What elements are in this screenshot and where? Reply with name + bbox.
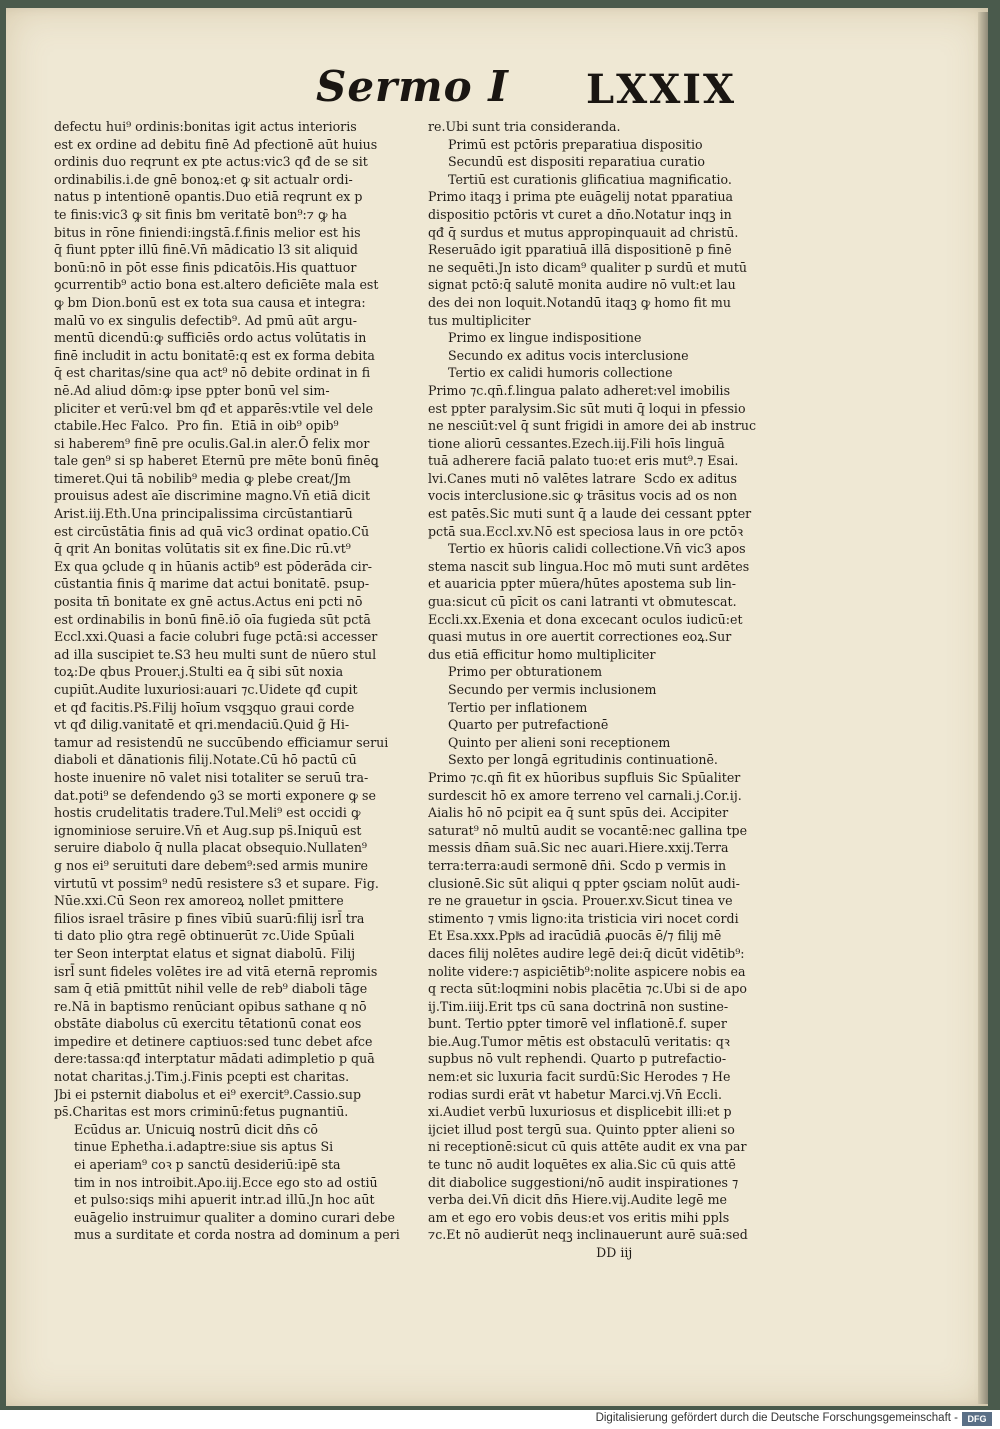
- text-line: ⁊c.Et nō audierūt neqꝫ inclinauerunt aurē suā:sed: [428, 1227, 748, 1243]
- text-line: ꝯcurrentib⁹ actio bona est.altero deficiēte mala est: [54, 277, 379, 293]
- text-line: sam q̄ etiā pmittūt nihil velle de reb⁹ diaboli tāge: [54, 981, 368, 997]
- text-line: Jbi ei psternit diabolus et ei⁹ exercit⁹.Cassio.sup: [54, 1086, 362, 1102]
- text-line: impedire et detinere captiuos:sed tunc debet afce: [54, 1033, 373, 1049]
- text-line: Secundo ex aditus vocis interclusione: [428, 347, 689, 363]
- text-line: defectu hui⁹ ordinis:bonitas igit actus interioris: [54, 119, 357, 134]
- text-line: prouisus adest aīe discrimine magno.Vn̄ etiā dicit: [54, 488, 371, 504]
- text-line: dus etiā efficitur homo multipliciter: [428, 646, 656, 662]
- text-line: Tertio per inflationem: [428, 699, 588, 715]
- text-line: te finis:vic3 ꝙ sit finis bm veritatē bon⁹:⁊ ꝙ ha: [54, 206, 348, 222]
- text-line: bonū:nō in pōt esse finis pdicatōis.His quattuor: [54, 259, 357, 275]
- text-line: ordinabilis.i.de gnē bonoꝝ:et ꝙ sit actualr ordi-: [54, 171, 353, 187]
- text-line: Nūe.xxi.Cū Seon rex amoreoꝝ nollet pmittere: [54, 893, 344, 909]
- text-line: messis dn̄am suā.Sic nec auari.Hiere.xxij.Terra: [428, 840, 729, 856]
- text-line: cūstantia finis q̄ marime dat actui bonitatē. psup-: [54, 576, 370, 592]
- text-line: Eccli.xx.Exenia et dona excecant oculos iudicū:et: [428, 611, 743, 627]
- text-line: nolite videre:⁊ aspiciētib⁹:nolite aspicere nobis ea: [428, 963, 746, 979]
- text-line: ne nesciūt:vel q̄ sunt frigidi in amore dei ab instruc: [428, 418, 757, 434]
- text-line: finē includit in actu bonitatē:q est ex forma debita: [54, 347, 375, 363]
- text-line: ij.Tim.iiij.Erit tps cū sana doctrinā non sustine-: [428, 998, 729, 1014]
- text-line: tus multipliciter: [428, 312, 531, 328]
- text-line: lvi.Canes muti nō valētes latrare Scdo ex aditus: [428, 470, 737, 486]
- text-line: tuā adherere faciā palato tuo:et eris mut⁹.⁊ Esai.: [428, 453, 739, 469]
- text-line: bunt. Tertio ppter timorē vel inflationē.f. super: [428, 1016, 727, 1032]
- text-line: dat.poti⁹ se defendendo ꝯ3 se morti exponere ꝙ se: [54, 787, 376, 803]
- text-line: re.Nā in baptismo renūciant opibus sathane q nō: [54, 998, 367, 1014]
- text-line: ijciet illud post tergū sua. Quinto ppter alieni so: [428, 1121, 735, 1137]
- text-line: Eccl.xxi.Quasi a facie colubri fuge pctā:si accesser: [54, 629, 378, 645]
- text-line: vt qđ dilig.vanitatē et qri.mendaciū.Quid g̃ Hi-: [54, 717, 350, 733]
- text-line: Tertio ex calidi humoris collectione: [428, 365, 673, 381]
- text-line: dit diabolice suggestioni/nō audit inspirationes ⁊: [428, 1174, 739, 1190]
- folio-number: LXXIX: [586, 66, 736, 113]
- text-line: te tunc nō audit loquētes ex alia.Sic cū quis attē: [428, 1157, 736, 1173]
- text-line: Secundū est dispositi reparatiua curatio: [428, 154, 705, 170]
- text-line: Primo ⁊c.qn̄ fit ex hūoribus supfluis Sic Spūaliter: [428, 769, 741, 785]
- left-column: [54, 118, 404, 1244]
- text-line: quasi mutus in ore auertit correctiones eoꝝ.Sur: [428, 629, 732, 645]
- text-line: pliciter et verū:vel bm qđ et apparēs:vtile vel dele: [54, 400, 374, 416]
- text-line: Tertiū est curationis glificatiua magnificatio.: [428, 171, 732, 187]
- text-line: saturat⁹ nō multū audit se vocantē:nec gallina tpe: [428, 822, 748, 838]
- text-line: si haberem⁹ finē pre oculis.Gal.in aler.Ō felix mor: [54, 435, 370, 451]
- text-line: Primo per obturationem: [428, 664, 603, 680]
- text-line: dispositio pctōris vt curet a dn̄o.Notatur inqꝫ in: [428, 206, 732, 222]
- text-line: Quarto per putrefactionē: [428, 717, 609, 733]
- text-line: re.Ubi sunt tria consideranda.: [428, 119, 621, 134]
- text-line: hoste inuenire nō valet nisi totaliter se seruū tra-: [54, 769, 369, 785]
- text-line: Sexto per longā egritudinis continuationē.: [428, 752, 718, 768]
- text-line: Ecūdus ar. Unicuiꝗ nostrū dicit dn̄s cō: [54, 1121, 318, 1137]
- text-line: Reseruādo igit pparatiuā illā dispositionē p finē: [428, 242, 732, 258]
- text-line: ordinis duo reqrunt ex pte actus:vic3 qđ de se sit: [54, 154, 368, 170]
- text-line: Aialis hō nō pcipit ea q̄ sunt spūs dei. Accipiter: [428, 805, 729, 821]
- page-edge: [978, 12, 988, 1404]
- text-line: isrl̄ sunt fideles volētes ire ad vitā eternā repromis: [54, 963, 378, 979]
- text-line: euāgelio instruimur qualiter a domino curari debe: [54, 1209, 396, 1225]
- text-line: signat pctō:q̄ salutē monita audire nō vult:et lau: [428, 277, 736, 293]
- dfg-logo: DFG: [962, 1412, 992, 1426]
- text-line: nem:et sic luxuria facit surdū:Sic Herodes ⁊ He: [428, 1069, 731, 1085]
- text-line: posita tn̄ bonitate ex gnē actus.Actus eni pcti nō: [54, 594, 363, 610]
- text-line: cupiūt.Audite luxuriosi:auari ⁊c.Uidete qđ cupit: [54, 682, 358, 697]
- text-line: am et ego ero vobis deus:et vos eritis mihi ppls: [428, 1209, 730, 1225]
- text-line: est patēs.Sic muti sunt q̄ a laude dei cessant ppter: [428, 506, 752, 522]
- text-line: et auaricia ppter mūera/hūtes apostema sub lin-: [428, 576, 737, 592]
- text-line: hostis crudelitatis tradere.Tul.Meli⁹ est occidi ꝙ: [54, 805, 361, 821]
- text-line: notat charitas.j.Tim.j.Finis pcepti est charitas.: [54, 1069, 350, 1085]
- text-line: ti dato plio ꝯtra regē obtinuerūt ⁊c.Uide Spūali: [54, 928, 355, 944]
- text-line: Quinto per alieni soni receptionem: [428, 734, 671, 750]
- text-line: Primū est pctōris preparatiua dispositio: [428, 136, 703, 152]
- text-line: ei aperiam⁹ coꝛ p sanctū desideriū:ipē sta: [54, 1157, 341, 1173]
- funding-notice: Digitalisierung gefördert durch die Deutsche Forschungsgemeinschaft -: [595, 1412, 958, 1424]
- text-line: Primo ⁊c.qn̄.f.lingua palato adheret:vel imobilis: [428, 382, 731, 398]
- text-line: dere:tassa:qđ interptatur mādati adimpletio p quā: [54, 1051, 375, 1067]
- text-line: malū vo ex singulis defectib⁹. Ad pmū aūt argu-: [54, 312, 357, 328]
- text-line: est ex ordine ad debitu finē Ad pfectionē aūt huius: [54, 136, 378, 152]
- text-line: rodias surdi erāt vt habetur Marci.vj.Vn̄ Eccli.: [428, 1086, 723, 1102]
- text-line: supbus nō vult rephendi. Quarto p putrefactio-: [428, 1051, 727, 1067]
- text-line: ne sequēti.Jn isto dicam⁹ qualiter p surdū et mutū: [428, 259, 747, 275]
- text-line: Et Esa.xxx.Pplͥs ad iracūdiā ꝓuocās ē/⁊ filij mē: [428, 928, 722, 944]
- text-line: nē.Ad aliud dōm:ꝙ ipse ppter bonū vel sim-: [54, 382, 330, 398]
- text-line: bitus in rōne finiendi:ingstā.f.finis melior est his: [54, 224, 361, 240]
- text-line: q̄ est charitas/sine qua act⁹ nō debite ordinat in fi: [54, 365, 371, 381]
- text-line: qđ q̄ surdus et mutus appropinquauit ad christū.: [428, 224, 739, 240]
- text-line: est ordinabilis in bonū finē.iō oīa fugieda sūt pctā: [54, 611, 371, 627]
- text-line: tamur ad resistendū ne succūbendo efficiamur serui: [54, 734, 389, 750]
- text-line: Ex qua ꝯclude q in hūanis actib⁹ est pōderāda cir-: [54, 558, 372, 574]
- text-line: bie.Aug.Tumor mētis est obstaculū veritatis: qꝛ: [428, 1033, 730, 1049]
- text-line: virtutū vt possim⁹ nedū resistere s3 et supare. Fig.: [54, 875, 379, 891]
- text-line: seruire diabolo q̄ nulla placat obsequio.Nullaten⁹: [54, 840, 367, 856]
- text-line: mentū dicendū:ꝙ sufficiēs ordo actus volūtatis in: [54, 330, 367, 346]
- text-line: DD iij: [428, 1245, 633, 1260]
- text-line: obstāte diabolus cū exercitu tētationū conat eos: [54, 1016, 362, 1032]
- text-line: timeret.Qui tā nobilib⁹ media ꝙ plebe creat/Jm: [54, 470, 351, 486]
- text-line: Tertio ex hūoris calidi collectione.Vn̄ vic3 apos: [428, 541, 746, 557]
- text-line: stema nascit sub lingua.Hoc mō muti sunt ardētes: [428, 558, 750, 574]
- text-line: tim in nos introibit.Apo.iij.Ecce ego sto ad ostiū: [54, 1174, 378, 1190]
- text-line: surdescit hō ex amore terreno vel carnali.j.Cor.ij.: [428, 787, 742, 803]
- text-line: tale gen⁹ si sp haberet Eternū pre mēte bonū finēꝗ: [54, 453, 379, 469]
- text-line: pctā sua.Eccl.xv.Nō est speciosa laus in ore pctōꝛ: [428, 523, 744, 539]
- text-line: Arist.iij.Eth.Una principalissima circūstantiarū: [54, 506, 353, 522]
- text-line: daces filij nolētes audire legē dei:q̄ dicūt vidētib⁹:: [428, 945, 745, 961]
- text-line: ctabile.Hec Falco. Pro fin. Etiā in oib⁹ opib⁹: [54, 418, 339, 434]
- text-line: ps̄.Charitas est mors criminū:fetus pugnantiū.: [54, 1104, 349, 1120]
- text-line: toꝝ:De qbus Prouer.j.Stulti ea q̄ sibi sūt noxia: [54, 664, 344, 680]
- text-line: re ne grauetur in ꝯscia. Prouer.xv.Sicut tinea ve: [428, 893, 733, 909]
- text-line: q̄ qrit An bonitas volūtatis sit ex fine.Dic rū.vt⁹: [54, 541, 351, 557]
- text-line: gua:sicut cū pīcit os cani latranti vt obmutescat.: [428, 594, 737, 610]
- right-column: [428, 118, 778, 1262]
- text-line: est circūstātia finis ad quā vic3 ordinat opatio.Cū: [54, 523, 370, 539]
- running-head: [316, 62, 736, 118]
- text-line: verba dei.Vn̄ dicit dn̄s Hiere.vij.Audite legē me: [428, 1192, 727, 1208]
- running-head-title: Sermo I: [316, 62, 509, 111]
- text-line: diaboli et dānationis filij.Notate.Cū hō pactū cū: [54, 752, 357, 768]
- text-line: natus p intentionē opantis.Duo etiā reqrunt ex p: [54, 189, 363, 205]
- text-line: tinue Ephetha.i.adaptre:siue sis aptus Si: [54, 1139, 334, 1155]
- text-line: ter Seon interptat elatus et signat diabolū. Filij: [54, 945, 356, 961]
- text-line: Primo itaqꝫ i prima pte euāgelij notat pparatiua: [428, 189, 734, 205]
- text-line: mus a surditate et corda nostra ad dominum a peri: [54, 1227, 400, 1243]
- text-line: vocis interclusione.sic ꝙ trāsitus vocis ad os non: [428, 488, 738, 504]
- text-line: filios israel trāsire p fines vībiū suarū:filij isrl̄ tra: [54, 910, 365, 926]
- text-line: des dei non loquit.Notandū itaqꝫ ꝙ homo fit mu: [428, 294, 731, 310]
- text-line: ni receptionē:sicut cū quis attēte audit ex vna par: [428, 1139, 747, 1155]
- text-line: terra:terra:audi sermonē dn̄i. Scdo p vermis in: [428, 857, 727, 873]
- text-line: est ppter paralysim.Sic sūt muti q̄ loqui in pfessio: [428, 400, 746, 416]
- text-line: ad illa suscipiet te.S3 heu multi sunt de nūero stul: [54, 646, 377, 662]
- text-line: et qđ facitis.Ps̄.Filij hoīum vsqꝫquo graui corde: [54, 699, 355, 715]
- text-line: ignominiose seruire.Vn̄ et Aug.sup ps̄.Iniquū est: [54, 822, 362, 838]
- footer-bar: [0, 1410, 1000, 1429]
- text-line: et pulso:siqs mihi apuerit intr.ad illū.Jn hoc aūt: [54, 1192, 375, 1208]
- text-line: q recta sūt:loqmini nobis placētia ⁊c.Ubi si de apo: [428, 981, 747, 997]
- text-line: clusionē.Sic sūt aliqui q ppter ꝯsciam nolūt audi-: [428, 875, 740, 891]
- text-line: stimento ⁊ vmis ligno:ita tristicia viri nocet cordi: [428, 910, 739, 926]
- text-line: xi.Audiet verbū luxuriosus et displicebit illi:et p: [428, 1104, 732, 1120]
- text-line: Primo ex lingue indispositione: [428, 330, 642, 346]
- text-line: g nos ei⁹ seruituti dare debem⁹:sed armis munire: [54, 857, 369, 873]
- text-line: q̄ fiunt ppter illū finē.Vn̄ mādicatio l3 sit aliquid: [54, 242, 358, 258]
- text-line: ꝙ bm Dion.bonū est ex tota sua causa et integra:: [54, 294, 366, 310]
- text-line: Secundo per vermis inclusionem: [428, 682, 657, 697]
- text-line: tione aliorū cessantes.Ezech.iij.Fili hoīs linguā: [428, 435, 725, 451]
